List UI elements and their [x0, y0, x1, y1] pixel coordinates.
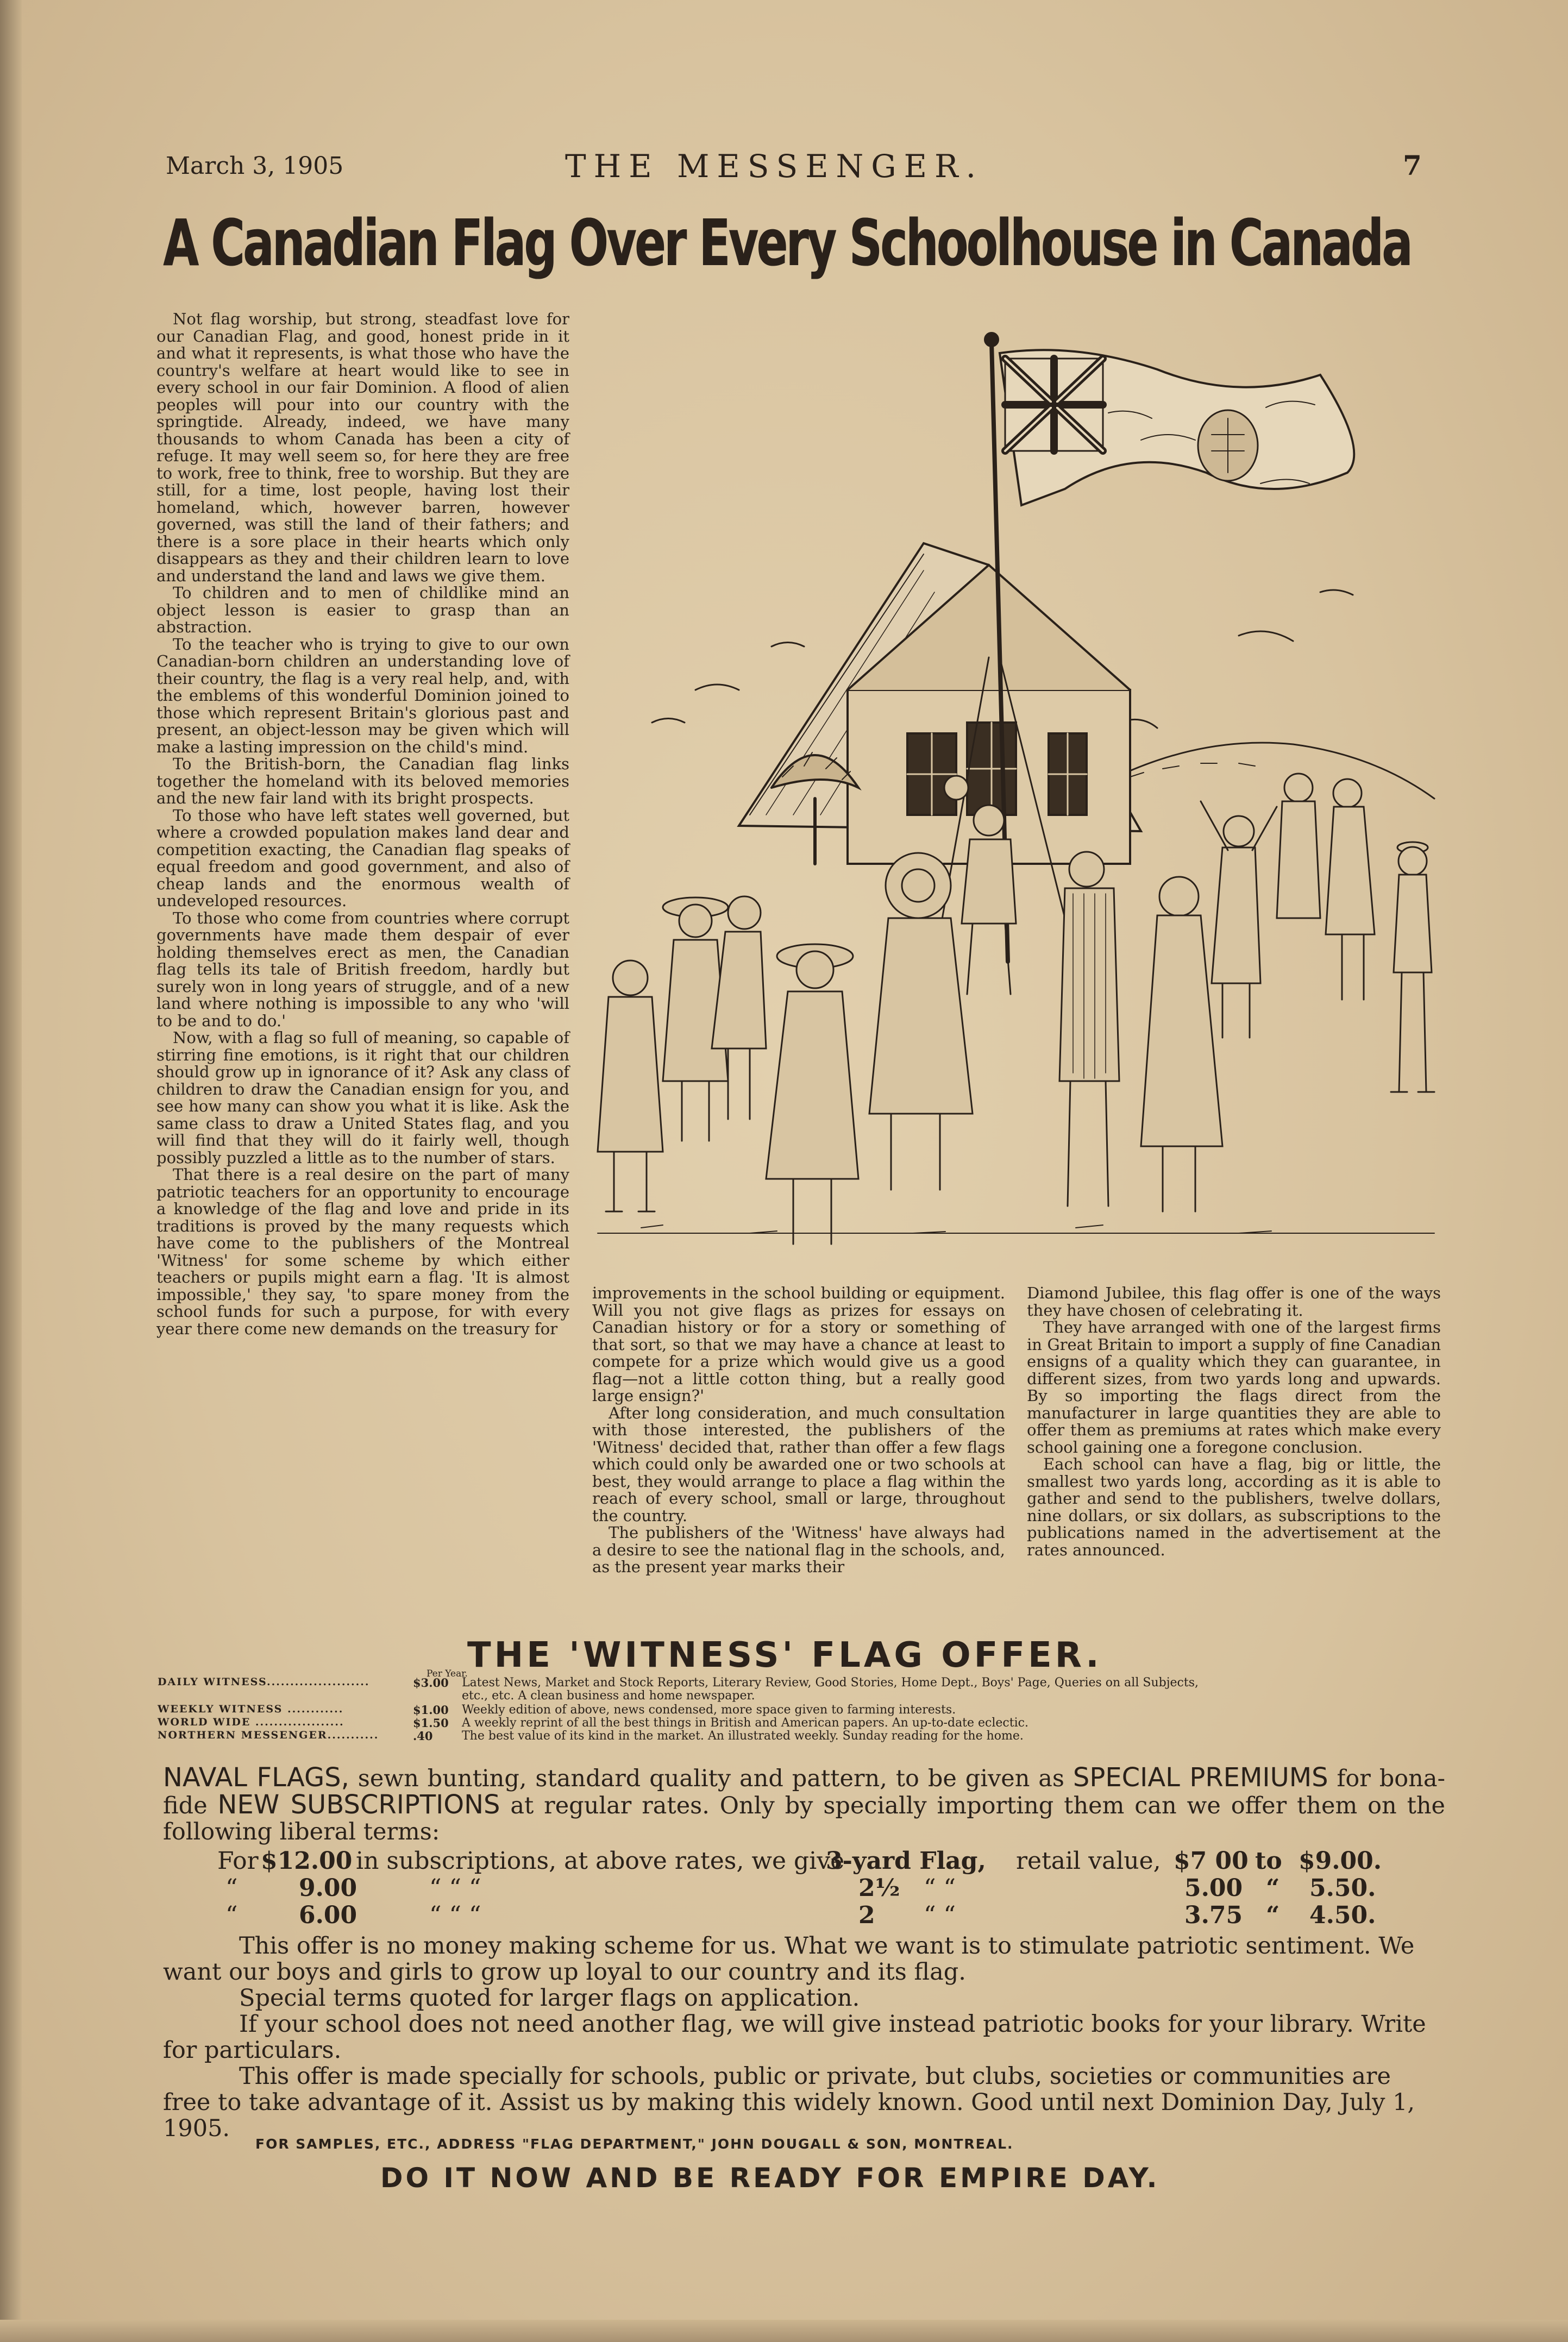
price-table [163, 1848, 1445, 1941]
retail-label: “ “ [924, 1901, 956, 1929]
retail-from: $7 00 [1174, 1847, 1249, 1875]
publication-price: $1.00 [413, 1703, 449, 1717]
retail-to: “ [1266, 1874, 1280, 1902]
retail-from: 5.00 [1184, 1874, 1243, 1902]
per-year-label: Per Year. [427, 1668, 468, 1679]
naval-flags-intro [163, 1762, 1446, 1845]
offer-paragraph: If your school does not need another flag, we will give instead patriotic books for your library. Write for particulars. [163, 2011, 1426, 2064]
special-premiums: SPECIAL PREMIUMS [1072, 1762, 1328, 1793]
subscription-amount: $12.00 [261, 1847, 353, 1875]
publication-name: DAILY WITNESS...................... [158, 1676, 370, 1688]
price-lead: “ [225, 1874, 238, 1902]
retail-label: “ “ [924, 1874, 956, 1902]
publication-description: Latest News, Market and Stock Reports, Literary Review, Good Stories, Home Dept., Boys' Page, Queries on all Subjects, [462, 1676, 1199, 1690]
price-mid: “ “ “ [429, 1901, 481, 1929]
publication-name: WORLD WIDE ................... [158, 1716, 344, 1728]
publication-description: A weekly reprint of all the best things in British and American papers. An up-to-date eclectic. [462, 1716, 1028, 1730]
new-subscriptions: NEW SUBSCRIPTIONS [217, 1790, 500, 1820]
retail-upto: 4.50. [1309, 1901, 1376, 1929]
retail-upto: $9.00. [1299, 1847, 1382, 1875]
publication-description: etc., etc. A clean business and home newspaper. [462, 1689, 755, 1703]
publication-price: $3.00 [413, 1676, 449, 1690]
offer-paragraph: Special terms quoted for larger flags on application. [239, 1985, 860, 2012]
price-lead: “ [225, 1901, 238, 1929]
article-paragraph: That there is a real desire on the part of many patriotic teachers for an opportunity to encourage a knowledge of the flag and love and pride in its traditions is proved by the many requests which have come to the publishers of the Montreal 'Witness' for some scheme by which either teachers or pupils might earn a flag. 'It is almost impossible,' they say, 'to spare money from the school funds for such a purpose, for with every year there come new demands on the treasury for [156, 1165, 569, 1338]
article-paragraph: They have arranged with one of the largest firms in Great Britain to import a supply of fine Canadian ensigns of a quality which they can guarantee, in different sizes, from two yards long and upwards. By so importing the flags direct from the manufacturer in large quantities they are able to offer them as premiums at rates which make every school gaining one a foregone conclusion. [1027, 1318, 1441, 1456]
publication-description: The best value of its kind in the market. An illustrated weekly. Sunday reading for the home. [462, 1729, 1024, 1743]
intro-text: for bona-fide [163, 1765, 1446, 1819]
article-paragraph: improvements in the school building or equipment. Will you not give flags as prizes for essays on Canadian history or for a story or something of that sort, so that we may have a chance at least to compete for a prize which would give us a good flag—not a little cotton thing, but a really good large ensign?' [592, 1284, 1005, 1405]
price-mid: “ “ “ [429, 1874, 481, 1902]
article-paragraph: After long consideration, and much consultation with those interested, the publishers of the 'Witness' decided that, rather than offer a few flags which could only be awarded one or two schools at best, they would arrange to place a flag within the reach of every school, small or large, throughout the country. [592, 1403, 1005, 1525]
publication-price: .40 [413, 1729, 433, 1743]
article-paragraph: To those who come from countries where corrupt governments have made them despair of ever holding themselves erect as men, the Canadian flag tells its tale of British freedom, hardly but surely won in long years of struggle, and of a new land where nothing is impossible to any who 'will to be and to do.' [156, 908, 569, 1030]
article-paragraph: Not flag worship, but strong, steadfast love for our Canadian Flag, and good, honest pride in it and what it represents, is what those who have the country's welfare at heart would like to see in every school in our fair Dominion. A flood of alien peoples will pour into our country with the springtide. Already, indeed, we have many thousands to whom Canada has been a city of refuge. It may well seem so, for here they are free to work, free to think, free to worship. But they are still, for a time, lost people, having lost their homeland, which, however barren, however governed, was still the land of their fathers; and there is a sore place in their hearts which only disappears as they and their children learn to love and understand the land and laws we give them. [156, 310, 569, 585]
article-paragraph: To the teacher who is trying to give to our own Canadian-born children an understanding love of their country, the flag is a very real help, and, with the emblems of this wonderful Dominion joined to those which represent Britain's glorious past and present, an object-lesson may be given which will make a lasting impression on the child's mind. [156, 635, 569, 756]
retail-to: “ [1266, 1901, 1280, 1929]
article-paragraph: To those who have left states well governed, but where a crowded population makes land dear and competition exacting, the Canadian flag speaks of equal freedom and good government, and also of cheap lands and the enormous wealth of undeveloped resources. [156, 806, 569, 910]
article-paragraph: Now, with a flag so full of meaning, so capable of stirring fine emotions, is it right that our children should grow up in ignorance of it? Ask any class of children to draw the Canadian ensign for you, and see how many can show you what it is like. Ask the same class to draw a United States flag, and you will find that they will do it fairly well, though possibly puzzled a little as to the number of stars. [156, 1028, 569, 1167]
empire-day-slogan: DO IT NOW AND BE READY FOR EMPIRE DAY. [380, 2162, 1160, 2194]
retail-to: to [1255, 1847, 1282, 1875]
article-paragraph: The publishers of the 'Witness' have always had a desire to see the national flag in the schools, and, as the present year marks their [592, 1523, 1005, 1576]
flag-size: 2½ [858, 1874, 900, 1902]
article-paragraph: Each school can have a flag, big or little, the smallest two yards long, according as it is able to gather and send to the publishers, twelve dollars, nine dollars, or six dollars, as subscriptions to the publications named in the advertisement at the rates announced. [1027, 1455, 1441, 1559]
intro-text: at regular rates. Only by specially importing them can we offer them on the following liberal terms: [163, 1792, 1445, 1845]
price-mid: in subscriptions, at above rates, we give [356, 1847, 845, 1875]
page-edge-bottom [0, 2320, 1568, 2342]
retail-from: 3.75 [1184, 1901, 1243, 1929]
price-lead: For [217, 1847, 259, 1875]
page-edge-left [0, 0, 22, 2342]
intro-text: sewn bunting, standard quality and pattern, to be given as [349, 1765, 1073, 1792]
address-line: FOR SAMPLES, ETC., ADDRESS "FLAG DEPARTMENT," JOHN DOUGALL & SON, MONTREAL. [255, 2136, 1014, 2152]
schoolhouse-flag-illustration [587, 310, 1445, 1271]
retail-upto: 5.50. [1309, 1874, 1376, 1902]
header-date: March 3, 1905 [166, 152, 344, 180]
subscription-amount: 6.00 [299, 1901, 357, 1929]
headline: A Canadian Flag Over Every Schoolhouse in Canada [163, 205, 1411, 280]
article-paragraph: To children and to men of childlike mind an object lesson is easier to grasp than an abstraction. [156, 583, 569, 636]
article-column-2 [592, 1285, 1005, 1576]
offer-paragraph: This offer is no money making scheme for us. What we want is to stimulate patriotic sentiment. We want our boys and girls to grow up loyal to our country and its flag. [163, 1932, 1415, 1986]
publication-price: $1.50 [413, 1716, 449, 1730]
article-paragraph: To the British-born, the Canadian flag links together the homeland with its beloved memories and the new fair land with its bright prospects. [156, 755, 569, 807]
flag-size: 2 [858, 1901, 875, 1929]
publication-name: NORTHERN MESSENGER........... [158, 1729, 379, 1741]
offer-paragraph: This offer is made specially for schools, public or private, but clubs, societies or communities are free to take advantage of it. Assist us by making this widely known. Good until next Dominion Day, July 1, 1905. [163, 2063, 1415, 2142]
page-number: 7 [1403, 149, 1422, 181]
flag-offer-title: THE 'WITNESS' FLAG OFFER. [467, 1635, 1102, 1675]
publication-name: WEEKLY WITNESS ............ [158, 1703, 344, 1715]
offer-paragraphs [163, 1933, 1434, 2142]
naval-flags-lead: NAVAL FLAGS, [163, 1762, 349, 1793]
newspaper-title: THE MESSENGER. [565, 148, 984, 185]
subscription-rates-table [158, 1668, 1440, 1757]
subscription-amount: 9.00 [299, 1874, 357, 1902]
article-column-3 [1027, 1285, 1441, 1559]
publication-description: Weekly edition of above, news condensed, more space given to farming interests. [462, 1703, 956, 1717]
retail-label: retail value, [1016, 1847, 1161, 1875]
flag-size: 3-yard Flag, [826, 1847, 986, 1875]
article-paragraph: Diamond Jubilee, this flag offer is one of the ways they have chosen of celebrating it. [1027, 1284, 1441, 1320]
article-column-1 [156, 311, 569, 1338]
